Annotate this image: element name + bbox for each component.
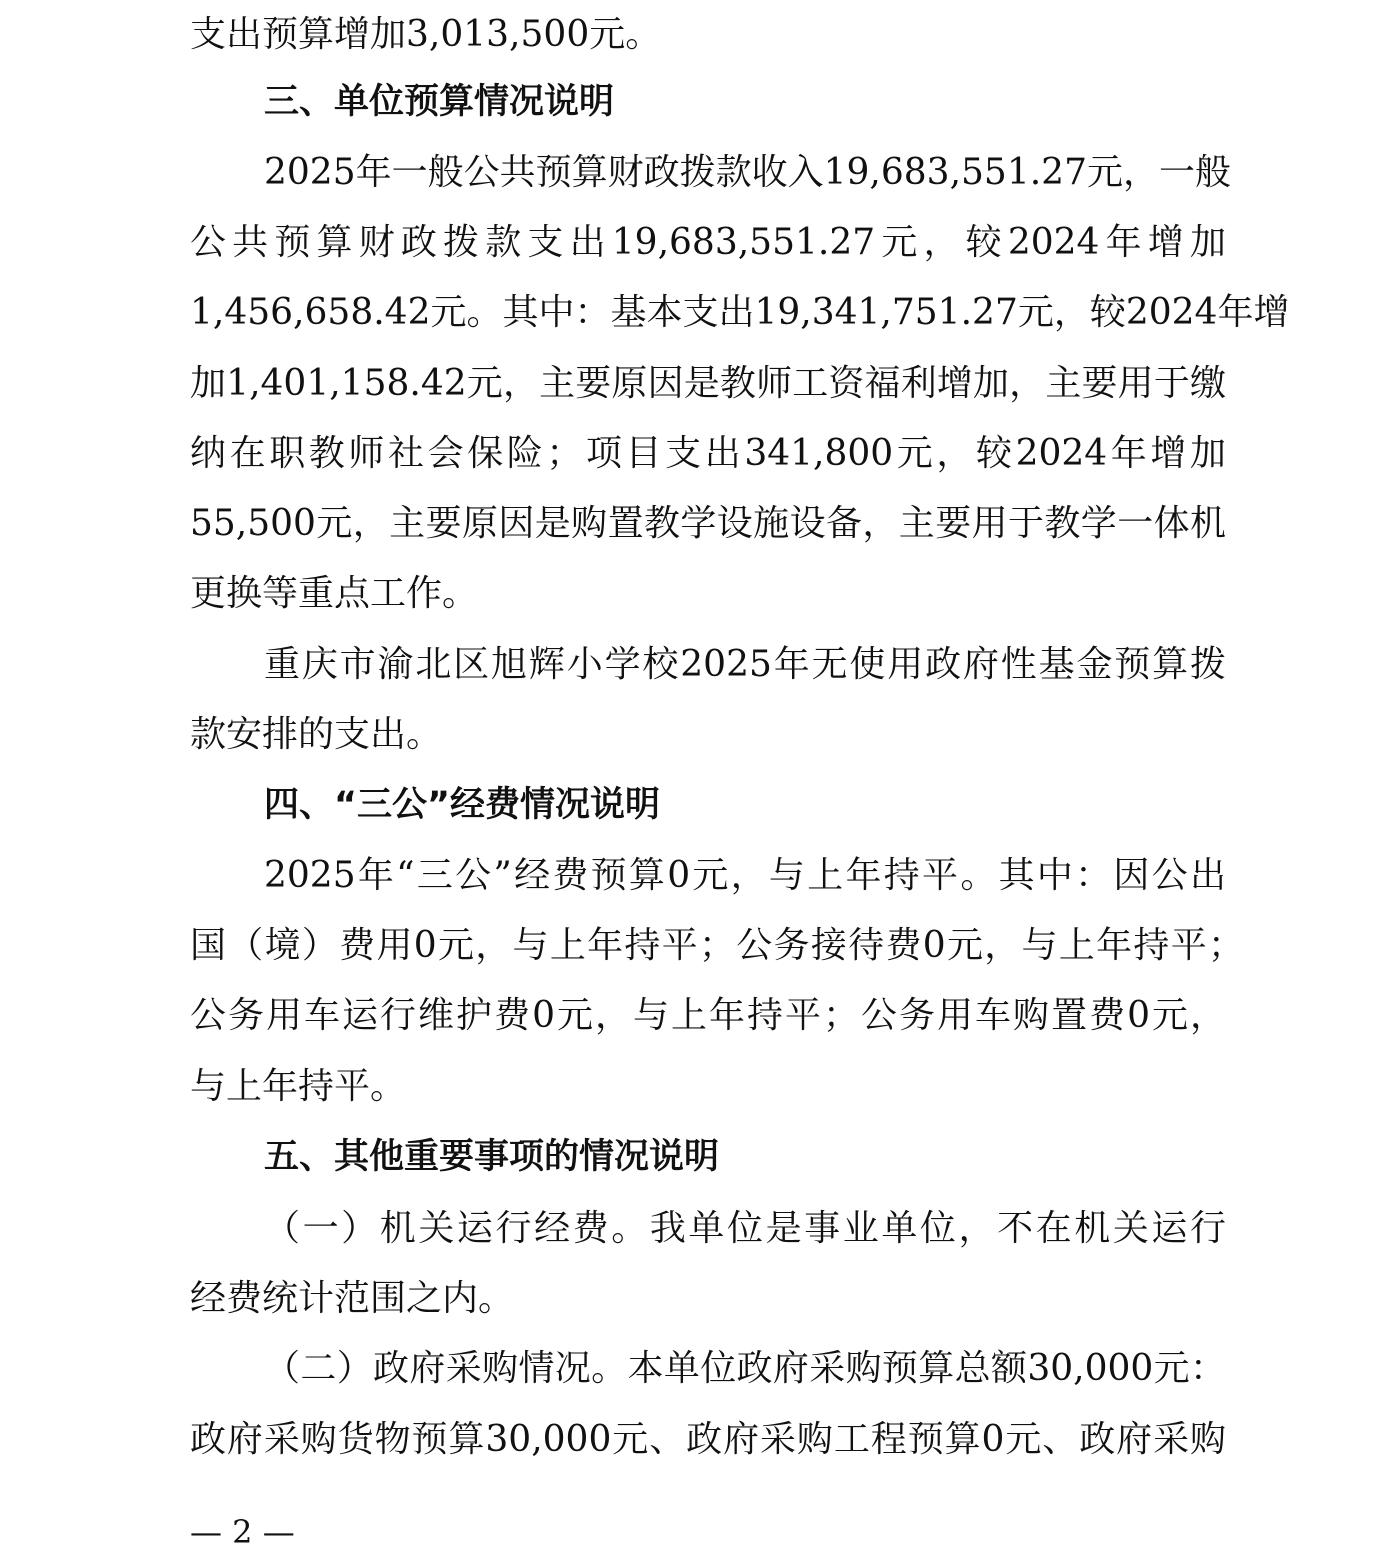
section-heading-3: 三、单位预算情况说明 <box>264 82 615 122</box>
section-heading-4: 四、“三公”经费情况说明 <box>264 785 661 825</box>
paragraph-line: 公共预算财政拨款支出19,683,551.27元，较2024年增加 <box>190 222 1226 263</box>
paragraph-line: 加1,401,158.42元，主要原因是教师工资福利增加，主要用于缴 <box>190 363 1226 404</box>
paragraph-line: 55,500元，主要原因是购置教学设施设备，主要用于教学一体机 <box>190 503 1226 544</box>
paragraph-line: 国（境）费用0元，与上年持平；公务接待费0元，与上年持平； <box>190 925 1244 966</box>
paragraph-line: 与上年持平。 <box>190 1066 407 1107</box>
paragraph-line: 支出预算增加3,013,500元。 <box>190 14 662 55</box>
paragraph-line: 款安排的支出。 <box>190 714 443 755</box>
paragraph-line: 公务用车运行维护费0元，与上年持平；公务用车购置费0元， <box>190 995 1226 1036</box>
paragraph-line: 1,456,658.42元。其中：基本支出19,341,751.27元，较2024年增 <box>190 292 1290 333</box>
paragraph-line: 纳在职教师社会保险；项目支出341,800元，较2024年增加 <box>190 433 1226 474</box>
paragraph-line: 更换等重点工作。 <box>190 573 479 614</box>
paragraph-line: （二）政府采购情况。本单位政府采购预算总额30,000元： <box>264 1348 1226 1389</box>
page-number: — 2 — <box>190 1513 295 1551</box>
paragraph-line: 经费统计范围之内。 <box>190 1278 515 1319</box>
section-heading-5: 五、其他重要事项的情况说明 <box>264 1137 720 1177</box>
paragraph-line: （一）机关运行经费。我单位是事业单位，不在机关运行 <box>264 1208 1226 1249</box>
paragraph-line: 2025年一般公共预算财政拨款收入19,683,551.27元，一般 <box>264 152 1231 193</box>
paragraph-line: 重庆市渝北区旭辉小学校2025年无使用政府性基金预算拨 <box>264 644 1226 685</box>
paragraph-line: 政府采购货物预算30,000元、政府采购工程预算0元、政府采购 <box>190 1419 1226 1460</box>
paragraph-line: 2025年“三公”经费预算0元，与上年持平。其中：因公出 <box>264 855 1226 896</box>
